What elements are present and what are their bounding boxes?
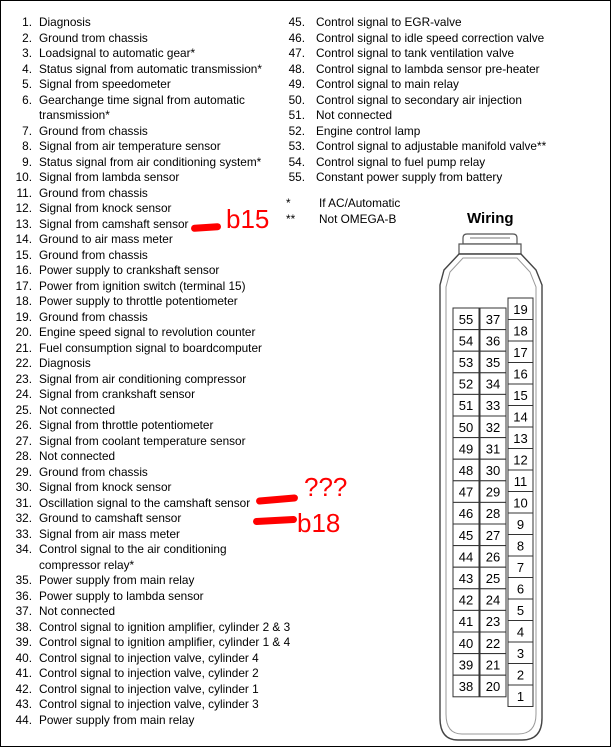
pin-description: Engine control lamp (316, 123, 421, 138)
connector-pin-label: 9 (516, 516, 525, 532)
pin-description: Control signal to tank ventilation valve (316, 46, 515, 60)
pin-description: Diagnosis (39, 356, 91, 370)
pin-description: Signal from lambda sensor (39, 170, 180, 184)
connector-pin-label: 52 (458, 376, 474, 392)
pin-number: 10. (15, 170, 32, 184)
pin-description: Control signal to lambda sensor pre-heater (316, 61, 540, 76)
connector-pin-label: 20 (485, 679, 501, 694)
pin-number: 28. (15, 449, 32, 463)
pin-description: Diagnosis (39, 15, 91, 29)
connector-pin-label: 46 (458, 506, 474, 522)
pin-description: Ground from chassis (39, 464, 148, 479)
connector-pin-label: 33 (485, 398, 501, 414)
connector-pin-label: 31 (485, 441, 501, 457)
pin-description: Control signal to idle speed correction valve (316, 30, 545, 45)
pin-number: 23. (15, 371, 32, 386)
connector-pin-label: 30 (485, 463, 501, 478)
connector-pin-label: 37 (485, 311, 501, 327)
pin-description: Not connected (39, 402, 116, 417)
connector-pin-label: 51 (458, 398, 474, 414)
connector-pin-label: 2 (516, 667, 525, 683)
pin-number: 51. (288, 108, 305, 122)
connector-pin-label: 14 (513, 409, 528, 425)
pin-number: 30. (15, 480, 32, 494)
pin-description: Control signal to injection valve, cylinder 2 (39, 666, 259, 680)
pin-description: Fuel consumption signal to boardcomputer (39, 340, 262, 355)
annotation-question: ??? (304, 472, 348, 502)
connector-pins (453, 298, 533, 707)
pin-description: Signal from crankshaft sensor (39, 387, 196, 401)
pin-description: Ground to air mass meter (39, 232, 173, 246)
pin-description: Control signal to injection valve, cylinder 4 (39, 650, 259, 665)
pin-description: Gearchange time signal from automatic transmission* (39, 92, 245, 122)
pin-number: 32. (15, 511, 32, 525)
pin-description: Not connected (39, 604, 116, 618)
pin-description: Oscillation signal to the camshaft sensor (39, 495, 251, 510)
pin-number: 1. (22, 15, 32, 29)
connector-pin-label: 8 (516, 538, 525, 554)
connector-tab (463, 234, 517, 244)
pin-description: Loadsignal to automatic gear* (39, 46, 196, 60)
pin-number: 5. (22, 77, 32, 91)
pin-description: Signal from air mass meter (39, 526, 180, 541)
pin-number: 41. (15, 666, 32, 680)
connector-pin-label: 4 (516, 624, 525, 640)
pin-description: Engine speed signal to revolution counter (39, 325, 256, 339)
pin-description: Power supply from main relay (39, 573, 195, 587)
pin-number: 22. (15, 356, 32, 370)
pin-number: 48. (288, 61, 305, 76)
connector-pin-label: 7 (516, 559, 525, 575)
connector-pin-label: 25 (485, 571, 501, 586)
pin-description: Power supply to crankshaft sensor (39, 263, 220, 277)
connector-pin-label: 27 (485, 527, 501, 543)
pin-number: 34. (15, 542, 32, 556)
pin-description: Not connected (39, 449, 116, 463)
pin-number: 40. (15, 650, 32, 665)
pin-number: 15. (15, 247, 32, 262)
pin-number: 21. (15, 340, 32, 355)
connector-pin-label: 19 (513, 301, 528, 317)
pin-description: Status signal from automatic transmission* (39, 61, 262, 76)
connector-neck (459, 244, 521, 254)
connector-pin-label: 54 (458, 333, 474, 349)
annotation-b18: b18 (297, 508, 341, 538)
pin-number: 31. (15, 495, 32, 510)
connector-pin-label: 24 (485, 592, 501, 608)
pin-number: 14. (15, 232, 32, 246)
pin-description: Control signal to injection valve, cylinder 1 (39, 681, 259, 696)
pin-number: 7. (22, 123, 32, 138)
pin-number: 44. (15, 712, 32, 727)
annotation-b15: b15 (226, 204, 270, 234)
pin-description: Control signal to secondary air injection (316, 92, 522, 107)
pin-description: Control signal to fuel pump relay (316, 154, 486, 169)
pin-description: Power from ignition switch (terminal 15) (39, 278, 246, 293)
pin-number: 24. (15, 387, 32, 401)
connector-pin-label: 49 (458, 441, 474, 457)
connector-pin-label: 15 (513, 387, 528, 403)
connector-pin-label: 6 (516, 581, 525, 597)
pin-description: Ground from chassis (39, 247, 148, 262)
pin-number: 9. (22, 154, 32, 169)
pin-number: 3. (22, 46, 32, 60)
pin-description: Signal from knock sensor (39, 201, 172, 215)
pin-description: Ground trom chassis (39, 30, 148, 45)
pin-number: 12. (15, 201, 32, 215)
pin-number: 33. (15, 526, 32, 541)
pin-number: 39. (15, 635, 32, 649)
connector-pin-label: 11 (513, 473, 528, 489)
footnote-text: If AC/Automatic (319, 196, 401, 210)
connector-pin-label: 26 (485, 549, 501, 565)
connector-pin-label: 40 (458, 635, 474, 651)
pin-description: Not connected (316, 108, 393, 122)
pin-number: 45. (288, 15, 305, 29)
pin-description: Ground from chassis (39, 123, 148, 138)
pin-number: 43. (15, 697, 32, 711)
pin-number: 46. (288, 30, 305, 45)
pin-number: 38. (15, 619, 32, 634)
pin-number: 18. (15, 294, 32, 308)
pin-number: 27. (15, 433, 32, 448)
pin-number: 50. (288, 92, 305, 107)
pin-number: 55. (288, 170, 305, 184)
pin-description: Power supply to lambda sensor (39, 588, 204, 603)
pin-description: Ground from chassis (39, 309, 148, 324)
pin-description: Signal from camshaft sensor (39, 216, 189, 231)
connector-pin-label: 47 (458, 484, 474, 500)
connector-pin-label: 23 (485, 614, 501, 630)
footnote-mark: * (286, 196, 291, 210)
connector-pin-label: 22 (485, 635, 501, 651)
connector-pin-label: 41 (458, 614, 474, 630)
connector-pin-label: 38 (458, 679, 474, 694)
pin-description: Control signal to adjustable manifold valve** (316, 139, 547, 153)
pin-number: 20. (15, 325, 32, 339)
pin-description: Control signal to injection valve, cylinder 3 (39, 697, 259, 711)
pin-description: Control signal to the air conditioning compressor relay* (39, 542, 227, 572)
pin-number: 13. (15, 216, 32, 231)
connector-pin-label: 43 (458, 571, 474, 586)
pin-number: 4. (22, 61, 32, 76)
pin-number: 19. (15, 309, 32, 324)
connector-pin-label: 50 (458, 419, 474, 435)
pin-number: 16. (15, 263, 32, 277)
connector-pin-label: 29 (485, 484, 501, 500)
pin-number: 11. (16, 185, 32, 200)
connector-pin-label: 12 (513, 452, 528, 468)
pin-description: Signal from air conditioning compressor (39, 371, 247, 386)
connector-pin-label: 48 (458, 463, 474, 478)
connector-pin-label: 13 (513, 430, 528, 446)
pin-description: Ground from chassis (39, 185, 148, 200)
pin-number: 25. (15, 402, 32, 417)
pin-description: Power supply to throttle potentiometer (39, 294, 238, 308)
pin-description: Control signal to EGR-valve (316, 15, 462, 29)
pin-number: 37. (15, 604, 32, 618)
pin-number: 35. (15, 573, 32, 587)
pin-number: 52. (288, 123, 305, 138)
connector-pin-label: 55 (458, 311, 474, 327)
pin-description: Power supply from main relay (39, 712, 195, 727)
wiring-title: Wiring (467, 210, 514, 227)
connector-pin-label: 42 (458, 592, 474, 608)
pin-number: 47. (288, 46, 305, 60)
pin-number: 42. (15, 681, 32, 696)
pin-number: 54. (288, 154, 305, 169)
footnote-text: Not OMEGA-B (319, 211, 397, 226)
pin-number: 6. (22, 92, 32, 107)
connector-pin-label: 21 (485, 657, 501, 673)
pin-description: Signal from air temperature sensor (39, 139, 221, 153)
connector-pin-label: 17 (513, 344, 528, 360)
pin-description: Constant power supply from battery (316, 170, 503, 184)
connector-pin-label: 34 (485, 376, 501, 392)
connector-pin-label: 45 (458, 527, 474, 543)
pin-description: Signal from knock sensor (39, 480, 172, 494)
pin-description: Control signal to ignition amplifier, cylinder 2 & 3 (39, 619, 291, 634)
pin-number: 26. (15, 418, 32, 432)
pin-description: Ground to camshaft sensor (39, 511, 182, 525)
pin-description: Control signal to ignition amplifier, cylinder 1 & 4 (39, 635, 291, 649)
connector-pin-label: 5 (516, 602, 525, 618)
pin-number: 17. (15, 278, 32, 293)
pin-description: Signal from throttle potentiometer (39, 418, 214, 432)
connector-pin-label: 39 (458, 657, 474, 673)
pin-description: Signal from speedometer (39, 77, 171, 91)
connector-pin-label: 53 (458, 355, 474, 370)
pin-number: 49. (288, 77, 305, 91)
connector-pin-label: 28 (485, 506, 501, 522)
connector-pin-label: 16 (513, 366, 528, 382)
connector-pin-label: 1 (516, 688, 525, 704)
pin-description: Signal from coolant temperature sensor (39, 433, 246, 448)
connector-pin-label: 10 (513, 495, 528, 511)
footnote-mark: ** (286, 211, 296, 226)
pin-number: 53. (288, 139, 305, 153)
connector-pin-label: 36 (485, 333, 501, 349)
pin-description: Status signal from air conditioning system* (39, 154, 262, 169)
pin-number: 29. (15, 464, 32, 479)
pin-number: 8. (22, 139, 32, 153)
connector-pin-label: 18 (513, 323, 528, 339)
connector-pin-label: 35 (485, 355, 501, 370)
pin-description: Control signal to main relay (316, 77, 459, 91)
connector-pin-label: 32 (485, 419, 501, 435)
connector-pin-label: 44 (458, 549, 474, 565)
connector-pin-label: 3 (516, 645, 525, 661)
pin-number: 36. (15, 588, 32, 603)
pin-number: 2. (22, 30, 32, 45)
